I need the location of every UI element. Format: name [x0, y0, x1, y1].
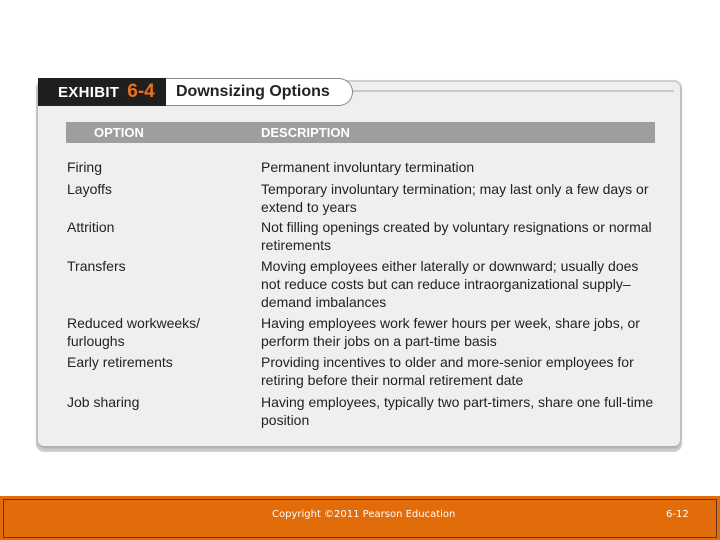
description-cell: Providing incentives to older and more-senior employees for retiring before their normal retirement date	[261, 354, 634, 388]
slide-number: 6-12	[666, 509, 689, 520]
exhibit-number: 6-4	[127, 81, 155, 102]
description-cell: Temporary involuntary termination; may last only a few days or extend to years	[261, 181, 649, 215]
card-top-rule	[352, 90, 674, 92]
copyright-text: Copyright ©2011 Pearson Education	[272, 509, 456, 520]
footer-bar	[0, 496, 720, 540]
exhibit-title: Downsizing Options	[176, 83, 330, 100]
table-header	[66, 122, 655, 143]
description-cell: Not filling openings created by voluntary resignations or normal retirements	[261, 219, 652, 253]
description-cell: Having employees work fewer hours per week, share jobs, or perform their jobs on a part-time basis	[261, 315, 640, 349]
header-option: OPTION	[94, 125, 144, 140]
description-cell: Moving employees either laterally or downward; usually does not reduce costs but can reduce intraorganizational supply–demand imbalances	[261, 258, 639, 310]
option-cell: Firing	[67, 159, 103, 175]
header-description: DESCRIPTION	[261, 125, 350, 140]
description-cell: Having employees, typically two part-timers, share one full-time position	[261, 394, 654, 428]
option-cell: Reduced workweeks/ furloughs	[67, 315, 201, 349]
exhibit-label	[38, 78, 166, 106]
description-cell: Permanent involuntary termination	[261, 159, 475, 175]
option-cell: Job sharing	[67, 394, 140, 410]
exhibit-word: EXHIBIT	[58, 83, 120, 101]
exhibit-title-tab	[166, 78, 353, 106]
option-cell: Early retirements	[67, 354, 173, 370]
option-cell: Transfers	[67, 258, 126, 274]
option-cell: Attrition	[67, 219, 115, 235]
option-cell: Layoffs	[67, 181, 112, 197]
